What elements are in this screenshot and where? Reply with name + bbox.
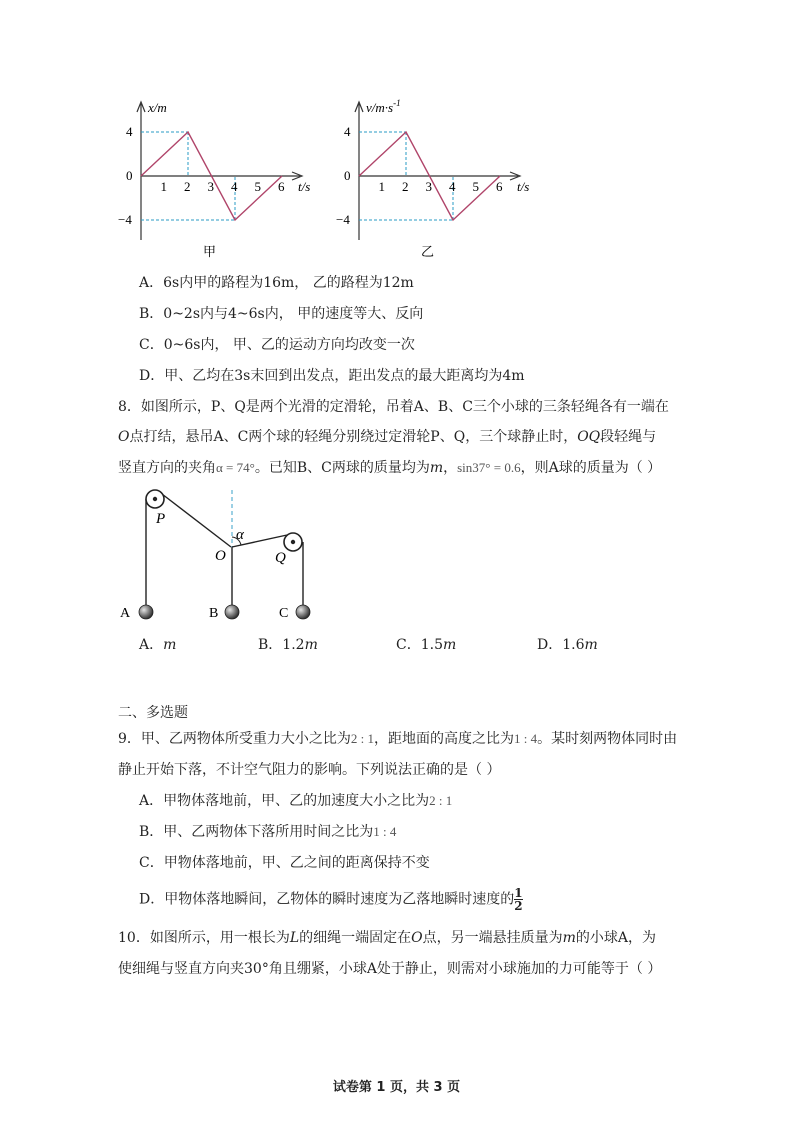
q8-label-o: O: [215, 548, 226, 564]
q9-option-b: B．甲、乙两物体下落所用时间之比为1 : 4: [139, 824, 397, 840]
q8-stem-line3: 竖直方向的夹角α = 74°。已知B、C两球的质量均为m，sin37° = 0.6，则A球的质量为（ ）: [118, 460, 662, 476]
q8-ball-c: [296, 605, 310, 619]
q8-rope-po: [162, 494, 231, 547]
left-y-tick-0: 0: [126, 168, 133, 183]
q7-option-b: B．0~2s内与4~6s内， 甲的速度等大、反向: [139, 306, 424, 322]
left-x-tick-label: 5: [254, 179, 261, 194]
right-x-tick-label: 4: [449, 179, 456, 194]
right-y-tick-4: 4: [344, 124, 351, 139]
q8-alpha-value: α = 74°: [216, 460, 255, 475]
q10-stem-line1: 10．如图所示，用一根长为L的细绳一端固定在O点，另一端悬挂质量为m的小球A，为: [118, 930, 657, 946]
q9-option-c: C．甲物体落地前，甲、乙之间的距离保持不变: [139, 855, 430, 871]
section-heading: 二、多选题: [118, 705, 188, 721]
q9-stem-line2: 静止开始下落，不计空气阻力的影响。下列说法正确的是（ ）: [118, 762, 501, 778]
q8-label-a: A: [120, 606, 131, 621]
q8-option-c: C．1.5m: [396, 637, 457, 653]
q8-label-b: B: [209, 606, 219, 621]
q8-option-a: A．m: [139, 637, 177, 653]
q8-pulley-q: [284, 533, 302, 551]
right-x-tick-label: 6: [496, 179, 503, 194]
q8-option-b: B．1.2m: [258, 637, 318, 653]
right-y-tick-0: 0: [344, 168, 351, 183]
right-x-ticks: [379, 179, 504, 194]
right-caption: 乙: [421, 244, 435, 259]
q8-label-alpha: α: [236, 527, 244, 543]
right-x-tick-label: 5: [472, 179, 479, 194]
q8-stem-line1: 8．如图所示，P、Q是两个光滑的定滑轮，吊着A、B、C三个小球的三条轻绳各有一端在: [118, 399, 669, 415]
left-x-label: t/s: [298, 179, 311, 194]
q8-label-q: Q: [275, 550, 286, 566]
left-caption: 甲: [203, 244, 217, 259]
right-x-tick-label: 3: [425, 179, 432, 194]
right-x-tick-label: 2: [402, 179, 409, 194]
q9-fraction: $\frac{1}{2}$: [514, 886, 523, 913]
left-x-tick-label: 1: [160, 179, 167, 194]
q7-option-d: D．甲、乙均在3s末回到出发点，距出发点的最大距离均为4m: [139, 368, 525, 384]
q8-stem-line2: O点打结，悬吊A、C两个球的轻绳分别绕过定滑轮P、Q，三个球静止时，OQ段轻绳与: [118, 429, 657, 445]
graph-right: [336, 98, 529, 259]
q8-ball-a: [139, 605, 153, 619]
q10-stem-line2: 使细绳与竖直方向夹30°角且绷紧，小球A处于静止，则需对小球施加的力可能等于（ ）: [118, 961, 662, 977]
q9-weight-ratio: 2 : 1: [350, 731, 375, 746]
q9-height-ratio: 1 : 4: [514, 731, 538, 746]
left-x-tick-label: 6: [278, 179, 285, 194]
q7-option-c: C．0~6s内， 甲、乙的运动方向均改变一次: [139, 337, 415, 353]
graph-figure: [0, 0, 793, 265]
left-y-label: x/m: [148, 100, 167, 115]
q8-ball-b: [225, 605, 239, 619]
q8-label-p: P: [156, 511, 166, 527]
left-x-ticks: [161, 179, 286, 194]
q9-option-a: A．甲物体落地前，甲、乙的加速度大小之比为2 : 1: [139, 793, 453, 809]
q9-stem-line1: 9．甲、乙两物体所受重力大小之比为2 : 1，距地面的高度之比为1 : 4。某时刻两物体同时由: [118, 731, 678, 747]
left-x-tick-label: 2: [184, 179, 191, 194]
graph-left: [118, 100, 310, 259]
q8-sin-value: sin37° = 0.6: [457, 460, 521, 475]
right-x-label: t/s: [517, 179, 530, 194]
left-y-tick-4: 4: [126, 124, 133, 139]
right-y-label: $v/m\cdot s^{-1}$: [366, 98, 401, 115]
left-x-tick-label: 3: [207, 179, 214, 194]
q9-option-d: D．甲物体落地瞬间，乙物体的瞬时速度为乙落地瞬时速度的 $\frac{1}{2}$: [139, 886, 523, 913]
right-y-tick-neg4: −4: [336, 212, 350, 227]
left-x-tick-label: 4: [231, 179, 238, 194]
q8-pulley-figure: [0, 485, 793, 625]
right-x-tick-label: 1: [378, 179, 385, 194]
q8-option-d: D．1.6m: [537, 637, 598, 653]
q7-option-a: A．6s内甲的路程为16m， 乙的路程为12m: [139, 275, 414, 291]
q8-pulley-p: [146, 490, 164, 508]
page-footer: 试卷第 1 页，共 3 页: [332, 1080, 461, 1095]
q8-label-c: C: [279, 606, 289, 621]
left-y-tick-neg4: −4: [118, 212, 132, 227]
